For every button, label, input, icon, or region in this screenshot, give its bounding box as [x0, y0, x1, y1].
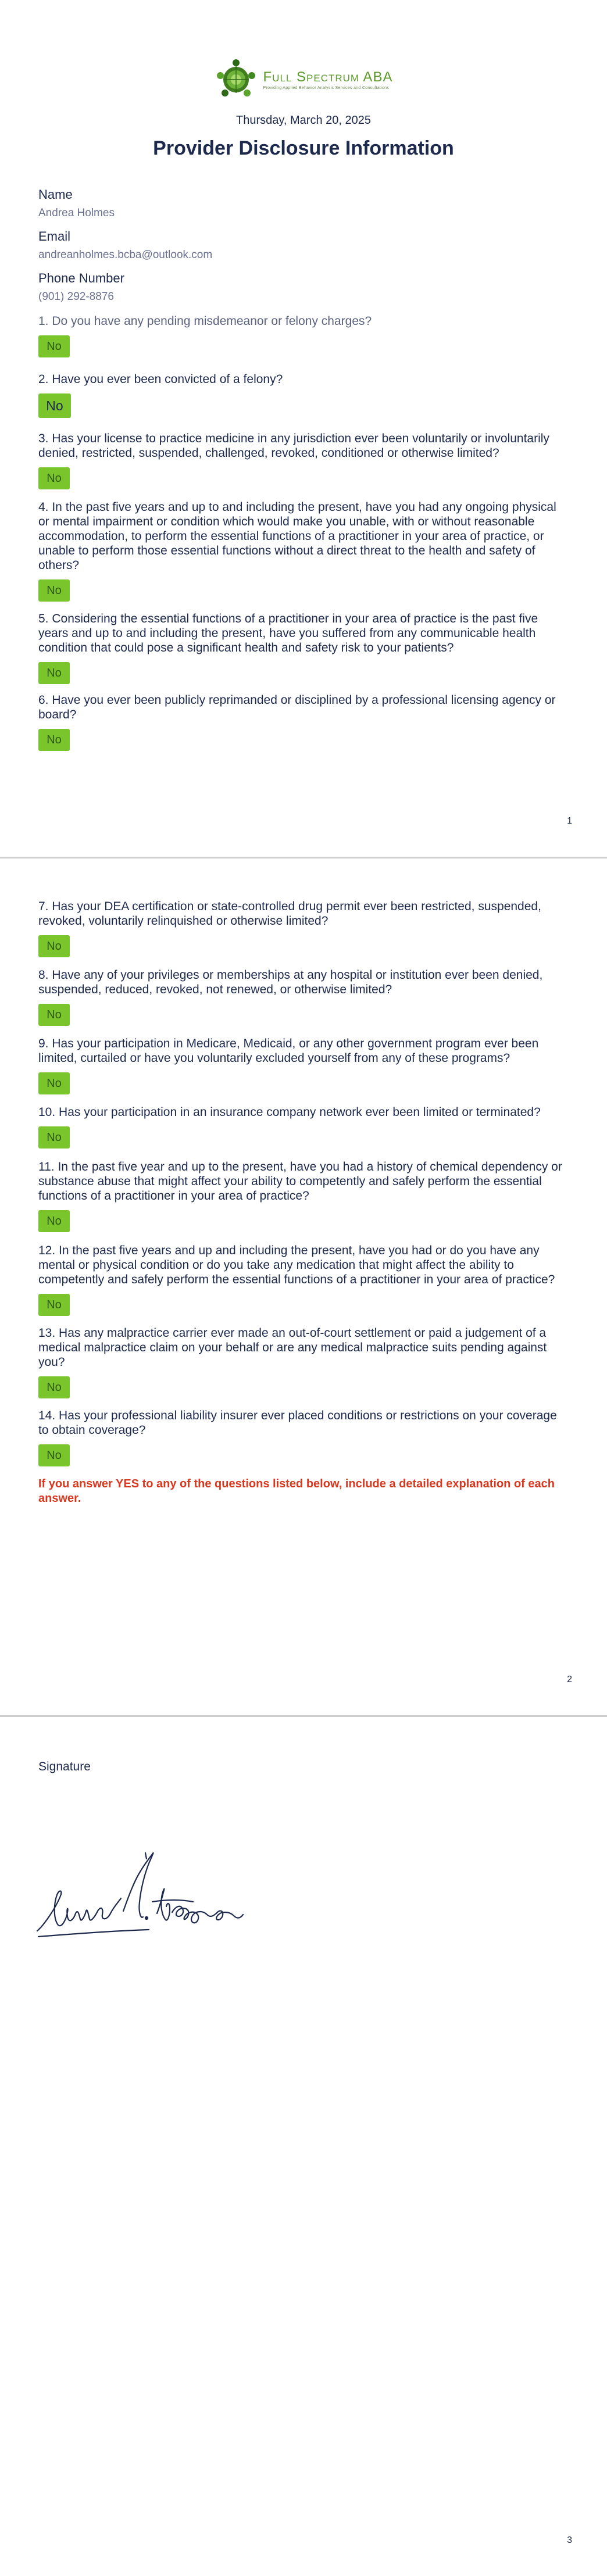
brand-tagline: Providing Applied Behavior Analysis Services and Consultations	[263, 85, 390, 90]
page-2	[0, 858, 607, 1715]
name-value: Andrea Holmes	[38, 207, 115, 219]
signature-label: Signature	[38, 1760, 91, 1773]
email-value: andreanholmes.bcba@outlook.com	[38, 249, 213, 261]
brand-logo	[0, 58, 607, 101]
question-text: 8. Have any of your privileges or memberships at any hospital or institution ever been denied, suspended, reduced, revoked, not renewed, or otherwise limited?	[38, 968, 543, 996]
answer-badge: No	[38, 1126, 70, 1149]
question-text: 12. In the past five years and up and including the present, have you had or do you have any mental or physical condition or do you take any medication that might affect the ability to competently and safely perform the essential functions of a practitioner in your area of practice?	[38, 1244, 555, 1286]
question-text: 6. Have you ever been publicly reprimanded or disciplined by a professional licensing agency or board?	[38, 693, 556, 721]
brand-name: Full Spectrum ABA	[263, 69, 393, 85]
question-11	[38, 1160, 569, 1232]
answer-badge: No	[38, 935, 70, 957]
page-number: 1	[567, 816, 572, 826]
answer-badge: No	[38, 579, 70, 602]
question-text: 11. In the past five year and up to the present, have you had a history of chemical dependency or substance abuse that might affect your ability to competently and safely perform the essential functions of a practitioner in your area of practice?	[38, 1160, 562, 1203]
page-1	[0, 0, 607, 857]
answer-badge: No	[38, 1210, 70, 1232]
answer-badge: No	[38, 335, 70, 357]
question-text: 2. Have you ever been convicted of a felony?	[38, 373, 283, 386]
answer-badge: No	[38, 393, 71, 418]
question-text: 14. Has your professional liability insurer ever placed conditions or restrictions on your coverage to obtain coverage?	[38, 1409, 557, 1437]
question-2	[38, 372, 569, 418]
question-3	[38, 431, 569, 489]
page-number: 3	[567, 2535, 572, 2545]
phone-label: Phone Number	[38, 271, 124, 285]
phone-value: (901) 292-8876	[38, 291, 114, 303]
page-title: Provider Disclosure Information	[153, 137, 454, 159]
question-text: 10. Has your participation in an insurance company network ever been limited or terminated?	[38, 1105, 541, 1119]
question-text: 9. Has your participation in Medicare, Medicaid, or any other government program ever been limited, curtailed or have you voluntarily excluded yourself from any of these programs?	[38, 1037, 539, 1065]
answer-badge: No	[38, 467, 70, 489]
answer-badge: No	[38, 1294, 70, 1316]
handwritten-signature-icon	[33, 1844, 253, 1942]
answer-badge: No	[38, 1444, 70, 1466]
question-14	[38, 1408, 569, 1466]
question-13	[38, 1326, 569, 1398]
question-text: 7. Has your DEA certification or state-controlled drug permit ever been restricted, suspended, revoked, voluntarily relinquished or otherwise limited?	[38, 900, 541, 928]
question-4	[38, 500, 569, 602]
question-text: 4. In the past five years and up to and including the present, have you had any ongoing physical or mental impairment or condition which would make you unable, with or without reasonable accommodation, to perform the essential functions of a practitioner in your area of practice, or unable to perform those essential functions without a direct threat to the health and safety of others?	[38, 500, 556, 572]
answer-badge: No	[38, 1004, 70, 1026]
question-1	[38, 314, 569, 357]
name-label: Name	[38, 187, 73, 202]
email-label: Email	[38, 229, 71, 244]
answer-badge: No	[38, 729, 70, 751]
question-text: 13. Has any malpractice carrier ever made an out-of-court settlement or paid a judgement of a medical malpractice claim on your behalf or are any medical malpractice suits pending against you?	[38, 1326, 547, 1369]
question-7	[38, 899, 569, 957]
page-number: 2	[567, 1675, 572, 1684]
question-5	[38, 611, 569, 684]
spectrum-globe-icon	[215, 58, 258, 101]
phone-field	[38, 271, 562, 303]
yes-explanation-warning: If you answer YES to any of the questions listed below, include a detailed explanation of each answer.	[38, 1477, 555, 1505]
page-3	[0, 1717, 607, 2576]
question-text: 5. Considering the essential functions of a practitioner in your area of practice is the past five years and up to and including the present, have you suffered from any communicable health condition that could pose a significant health and safety risk to your patients?	[38, 612, 538, 654]
question-text: 1. Do you have any pending misdemeanor or felony charges?	[38, 314, 372, 328]
answer-badge: No	[38, 1376, 70, 1398]
email-field	[38, 229, 562, 262]
question-12	[38, 1243, 569, 1316]
question-8	[38, 968, 569, 1026]
name-field	[38, 187, 562, 220]
question-6	[38, 693, 569, 751]
document-date: Thursday, March 20, 2025	[236, 114, 371, 127]
question-9	[38, 1036, 569, 1094]
answer-badge: No	[38, 662, 70, 684]
question-text: 3. Has your license to practice medicine in any jurisdiction ever been voluntarily or involuntarily denied, restricted, suspended, challenged, revoked, conditioned or otherwise limited?	[38, 432, 549, 460]
question-10	[38, 1105, 569, 1149]
answer-badge: No	[38, 1072, 70, 1094]
